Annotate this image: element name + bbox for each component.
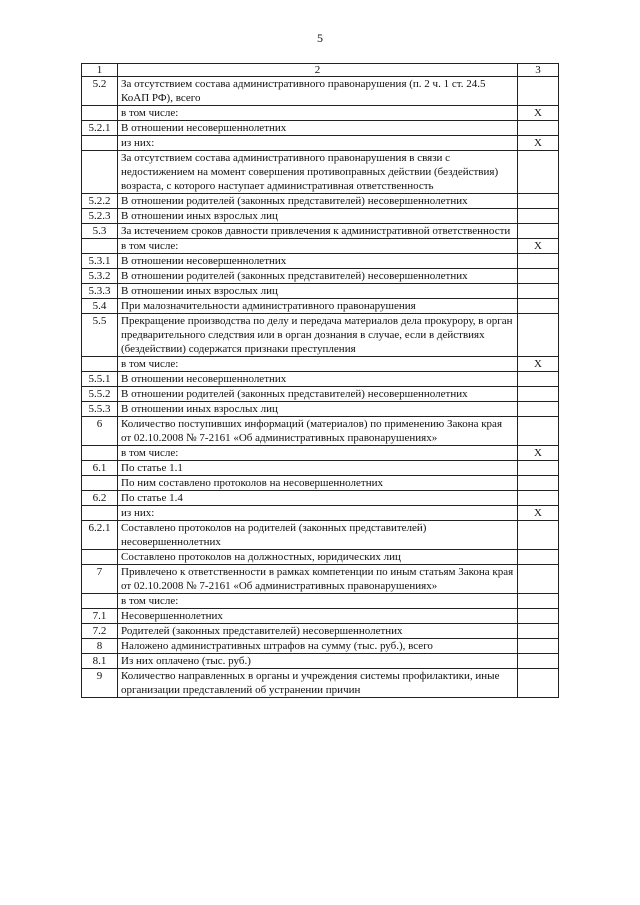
table-row (82, 284, 559, 299)
row-number: 6 (82, 417, 118, 446)
report-table (81, 63, 559, 698)
row-description: В отношении иных взрослых лиц (118, 402, 518, 417)
row-number: 8 (82, 639, 118, 654)
row-mark (518, 77, 559, 106)
row-number: 5.5 (82, 314, 118, 357)
row-description: По статье 1.4 (118, 491, 518, 506)
row-mark (518, 269, 559, 284)
row-mark (518, 299, 559, 314)
row-number: 9 (82, 669, 118, 698)
table-row (82, 594, 559, 609)
row-description: В отношении родителей (законных представителей) несовершеннолетних (118, 269, 518, 284)
row-number: 7 (82, 565, 118, 594)
row-mark (518, 224, 559, 239)
table-row (82, 194, 559, 209)
table-row (82, 624, 559, 639)
table-row (82, 654, 559, 669)
row-number: 5.3.3 (82, 284, 118, 299)
row-mark (518, 624, 559, 639)
row-description: За истечением сроков давности привлечения к административной ответственности (118, 224, 518, 239)
row-number: 5.5.2 (82, 387, 118, 402)
row-mark (518, 461, 559, 476)
table-row (82, 506, 559, 521)
row-description: В отношении несовершеннолетних (118, 372, 518, 387)
row-mark (518, 387, 559, 402)
table-row (82, 550, 559, 565)
row-description: в том числе: (118, 446, 518, 461)
row-number: 5.2.3 (82, 209, 118, 224)
row-mark (518, 521, 559, 550)
row-number: 7.2 (82, 624, 118, 639)
table-row (82, 209, 559, 224)
row-mark (518, 194, 559, 209)
row-description: в том числе: (118, 594, 518, 609)
table-row (82, 476, 559, 491)
row-number: 5.3.1 (82, 254, 118, 269)
row-description: В отношении несовершеннолетних (118, 121, 518, 136)
table-row (82, 417, 559, 446)
row-number: 6.1 (82, 461, 118, 476)
page-number: 5 (317, 31, 323, 45)
row-number: 6.2.1 (82, 521, 118, 550)
row-description: в том числе: (118, 106, 518, 121)
row-number: 5.3 (82, 224, 118, 239)
row-mark: X (518, 239, 559, 254)
row-description: В отношении иных взрослых лиц (118, 209, 518, 224)
column-header-2: 2 (118, 64, 518, 77)
row-description: По ним составлено протоколов на несовершеннолетних (118, 476, 518, 491)
row-number: 5.4 (82, 299, 118, 314)
row-mark (518, 476, 559, 491)
row-description: Количество направленных в органы и учреждения системы профилактики, иные организации представлений об устранении причин (118, 669, 518, 698)
row-mark (518, 209, 559, 224)
row-mark (518, 550, 559, 565)
row-description: Наложено административных штрафов на сумму (тыс. руб.), всего (118, 639, 518, 654)
row-number: 5.2 (82, 77, 118, 106)
row-number: 8.1 (82, 654, 118, 669)
row-description: Родителей (законных представителей) несовершеннолетних (118, 624, 518, 639)
row-description: Из них оплачено (тыс. руб.) (118, 654, 518, 669)
row-number (82, 594, 118, 609)
table-row (82, 121, 559, 136)
row-mark (518, 669, 559, 698)
row-description: Несовершеннолетних (118, 609, 518, 624)
row-mark (518, 121, 559, 136)
table-row (82, 357, 559, 372)
row-mark (518, 417, 559, 446)
row-number: 5.5.3 (82, 402, 118, 417)
row-mark (518, 639, 559, 654)
row-description: По статье 1.1 (118, 461, 518, 476)
row-description: В отношении родителей (законных представителей) несовершеннолетних (118, 194, 518, 209)
table-row (82, 639, 559, 654)
row-description: За отсутствием состава административного правонарушения в связи с недостижением на момент совершения противоправных действии (бездействия) возраста, с которого наступает административная ответственность (118, 151, 518, 194)
row-mark (518, 284, 559, 299)
row-number (82, 446, 118, 461)
row-number (82, 239, 118, 254)
row-mark (518, 594, 559, 609)
row-description: Составлено протоколов на родителей (законных представителей) несовершеннолетних (118, 521, 518, 550)
table-row (82, 314, 559, 357)
row-description: в том числе: (118, 357, 518, 372)
row-number: 5.2.2 (82, 194, 118, 209)
row-description: Составлено протоколов на должностных, юридических лиц (118, 550, 518, 565)
row-number: 5.5.1 (82, 372, 118, 387)
table-row (82, 269, 559, 284)
row-mark (518, 654, 559, 669)
row-number: 7.1 (82, 609, 118, 624)
column-header-1: 1 (82, 64, 118, 77)
row-mark (518, 314, 559, 357)
row-description: При малозначительности административного правонарушения (118, 299, 518, 314)
row-number: 6.2 (82, 491, 118, 506)
row-description: из них: (118, 506, 518, 521)
table-row (82, 372, 559, 387)
row-mark: X (518, 446, 559, 461)
row-number (82, 506, 118, 521)
table-row (82, 609, 559, 624)
row-mark: X (518, 106, 559, 121)
table-row (82, 387, 559, 402)
table-row (82, 565, 559, 594)
row-number (82, 151, 118, 194)
table-row (82, 521, 559, 550)
row-number (82, 106, 118, 121)
table-row (82, 446, 559, 461)
row-mark (518, 609, 559, 624)
table-row (82, 224, 559, 239)
table-row (82, 402, 559, 417)
row-mark: X (518, 357, 559, 372)
row-description: В отношении несовершеннолетних (118, 254, 518, 269)
table-row (82, 151, 559, 194)
row-mark (518, 372, 559, 387)
row-mark (518, 151, 559, 194)
row-description: Количество поступивших информаций (материалов) по применению Закона края от 02.10.2008 № 7-2161 «Об административных правонарушениях» (118, 417, 518, 446)
column-header-3: 3 (518, 64, 559, 77)
row-number (82, 476, 118, 491)
table-row (82, 239, 559, 254)
row-description: Прекращение производства по делу и передача материалов дела прокурору, в орган предварительного следствия или в орган дознания в случае, если в действиях (бездействии) содержатся признаки преступления (118, 314, 518, 357)
row-number (82, 550, 118, 565)
row-number (82, 357, 118, 372)
row-number: 5.2.1 (82, 121, 118, 136)
table-row (82, 254, 559, 269)
table-row (82, 106, 559, 121)
row-mark: X (518, 506, 559, 521)
table-row (82, 77, 559, 106)
table-row (82, 491, 559, 506)
table-row (82, 461, 559, 476)
table-row (82, 299, 559, 314)
row-description: Привлечено к ответственности в рамках компетенции по иным статьям Закона края от 02.10.2008 № 7-2161 «Об административных правонарушениях» (118, 565, 518, 594)
row-description: из них: (118, 136, 518, 151)
row-description: В отношении родителей (законных представителей) несовершеннолетних (118, 387, 518, 402)
row-description: За отсутствием состава административного правонарушения (п. 2 ч. 1 ст. 24.5 КоАП РФ), всего (118, 77, 518, 106)
row-description: в том числе: (118, 239, 518, 254)
table-row (82, 136, 559, 151)
table-row (82, 669, 559, 698)
row-mark (518, 565, 559, 594)
row-number (82, 136, 118, 151)
row-mark (518, 491, 559, 506)
table-header-row (82, 64, 559, 77)
row-description: В отношении иных взрослых лиц (118, 284, 518, 299)
row-mark (518, 402, 559, 417)
row-mark (518, 254, 559, 269)
row-mark: X (518, 136, 559, 151)
row-number: 5.3.2 (82, 269, 118, 284)
